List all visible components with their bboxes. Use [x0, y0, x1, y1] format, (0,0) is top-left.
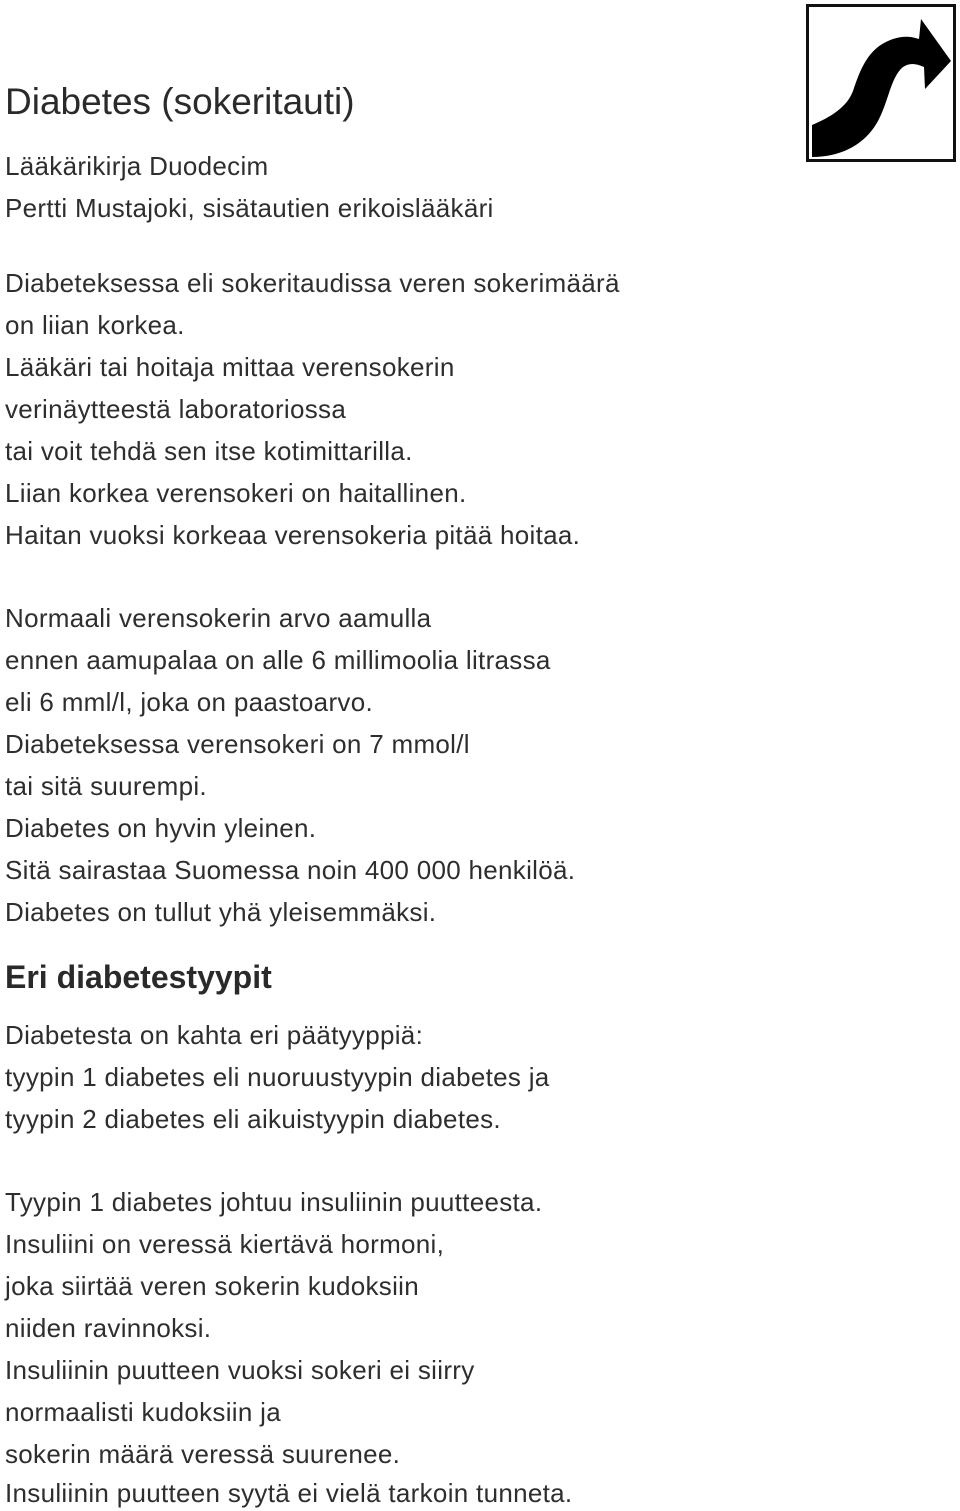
text-line: Diabeteksessa verensokeri on 7 mmol/l	[5, 729, 470, 759]
source-line: Lääkärikirja Duodecim	[5, 151, 269, 181]
text-line: Insuliinin puutteen syytä ei vielä tarkoin tunneta.	[5, 1478, 573, 1508]
text-line: Lääkäri tai hoitaja mittaa verensokerin	[5, 352, 455, 382]
text-line: Tyypin 1 diabetes johtuu insuliinin puutteesta.	[5, 1187, 543, 1217]
text-line: Insuliinin puutteen vuoksi sokeri ei siirry	[5, 1355, 475, 1385]
text-line: Normaali verensokerin arvo aamulla	[5, 603, 432, 633]
text-line: tai voit tehdä sen itse kotimittarilla.	[5, 436, 413, 466]
text-line: tyypin 1 diabetes eli nuoruustyypin diabetes ja	[5, 1062, 550, 1092]
author-line: Pertti Mustajoki, sisätautien erikoislääkäri	[5, 193, 494, 223]
text-line: verinäytteestä laboratoriossa	[5, 394, 347, 424]
text-line: Insuliini on veressä kiertävä hormoni,	[5, 1229, 445, 1259]
curved-arrow-icon	[809, 7, 953, 159]
text-line: normaalisti kudoksiin ja	[5, 1397, 281, 1427]
text-line: tai sitä suurempi.	[5, 771, 207, 801]
text-line: Sitä sairastaa Suomessa noin 400 000 henkilöä.	[5, 855, 576, 885]
text-line: tyypin 2 diabetes eli aikuistyypin diabetes.	[5, 1104, 501, 1134]
text-line: on liian korkea.	[5, 310, 185, 340]
text-line: sokerin määrä veressä suurenee.	[5, 1439, 401, 1469]
text-line: Liian korkea verensokeri on haitallinen.	[5, 478, 467, 508]
page-title: Diabetes (sokeritauti)	[5, 81, 355, 122]
text-line: Diabetes on tullut yhä yleisemmäksi.	[5, 897, 437, 927]
text-line: joka siirtää veren sokerin kudoksiin	[5, 1271, 419, 1301]
text-line: niiden ravinnoksi.	[5, 1313, 212, 1343]
logo-box	[806, 4, 956, 162]
text-line: eli 6 mml/l, joka on paastoarvo.	[5, 687, 373, 717]
section-heading: Eri diabetestyypit	[5, 959, 272, 995]
text-line: Diabeteksessa eli sokeritaudissa veren sokerimäärä	[5, 268, 620, 298]
text-line: Diabetesta on kahta eri päätyyppiä:	[5, 1020, 424, 1050]
text-line: ennen aamupalaa on alle 6 millimoolia litrassa	[5, 645, 551, 675]
text-line: Diabetes on hyvin yleinen.	[5, 813, 317, 843]
text-line: Haitan vuoksi korkeaa verensokeria pitää hoitaa.	[5, 520, 581, 550]
